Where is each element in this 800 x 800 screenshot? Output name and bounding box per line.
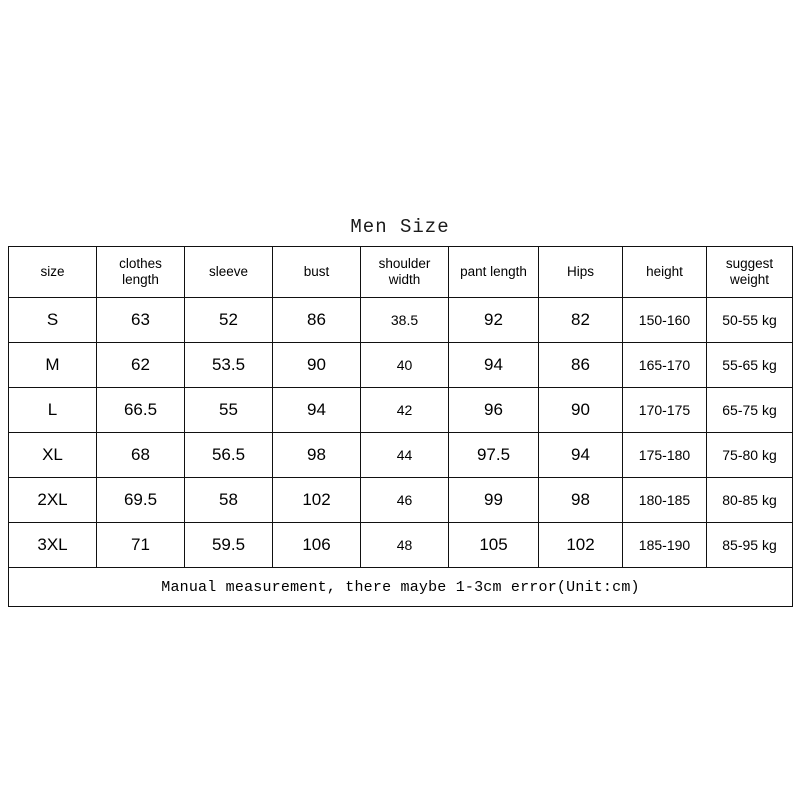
- table-row: [9, 343, 793, 388]
- cell-clothes-length: 68: [97, 433, 185, 478]
- cell-sleeve: 55: [185, 388, 273, 433]
- cell-clothes-length: 62: [97, 343, 185, 388]
- measurement-note: Manual measurement, there maybe 1-3cm error(Unit:cm): [9, 568, 793, 607]
- column-header-sleeve: sleeve: [185, 247, 273, 298]
- table-header-row: [9, 247, 793, 298]
- column-header-shoulder-width: [361, 247, 449, 298]
- cell-shoulder-width: 44: [361, 433, 449, 478]
- column-header-bust: bust: [273, 247, 361, 298]
- table-row: [9, 298, 793, 343]
- cell-sleeve: 52: [185, 298, 273, 343]
- table-note-row: [9, 568, 793, 607]
- cell-clothes-length: 63: [97, 298, 185, 343]
- cell-shoulder-width: 40: [361, 343, 449, 388]
- size-table: [8, 246, 793, 607]
- column-header-shoulder-width-line2: width: [388, 272, 421, 287]
- cell-bust: 102: [273, 478, 361, 523]
- table-row: [9, 433, 793, 478]
- column-header-clothes-length-line2: length: [122, 272, 159, 287]
- cell-suggest-weight: 55-65 kg: [707, 343, 793, 388]
- column-header-hips: Hips: [539, 247, 623, 298]
- cell-suggest-weight: 65-75 kg: [707, 388, 793, 433]
- cell-sleeve: 53.5: [185, 343, 273, 388]
- table-row: [9, 388, 793, 433]
- cell-size: L: [9, 388, 97, 433]
- cell-sleeve: 59.5: [185, 523, 273, 568]
- cell-height: 150-160: [623, 298, 707, 343]
- cell-hips: 90: [539, 388, 623, 433]
- cell-suggest-weight: 50-55 kg: [707, 298, 793, 343]
- cell-height: 180-185: [623, 478, 707, 523]
- cell-pant-length: 96: [449, 388, 539, 433]
- column-header-clothes-length: [97, 247, 185, 298]
- cell-bust: 94: [273, 388, 361, 433]
- column-header-size: size: [9, 247, 97, 298]
- cell-suggest-weight: 80-85 kg: [707, 478, 793, 523]
- cell-clothes-length: 71: [97, 523, 185, 568]
- column-header-clothes-length-line1: clothes: [119, 256, 162, 272]
- cell-bust: 106: [273, 523, 361, 568]
- cell-sleeve: 56.5: [185, 433, 273, 478]
- cell-size: S: [9, 298, 97, 343]
- cell-pant-length: 99: [449, 478, 539, 523]
- page-title: Men Size: [350, 216, 450, 238]
- cell-suggest-weight: 75-80 kg: [707, 433, 793, 478]
- cell-bust: 98: [273, 433, 361, 478]
- cell-height: 165-170: [623, 343, 707, 388]
- cell-hips: 102: [539, 523, 623, 568]
- column-header-height: height: [623, 247, 707, 298]
- cell-pant-length: 94: [449, 343, 539, 388]
- column-header-suggest-weight: [707, 247, 793, 298]
- cell-shoulder-width: 38.5: [361, 298, 449, 343]
- cell-size: M: [9, 343, 97, 388]
- cell-hips: 82: [539, 298, 623, 343]
- cell-size: 3XL: [9, 523, 97, 568]
- column-header-pant-length: pant length: [449, 247, 539, 298]
- cell-clothes-length: 66.5: [97, 388, 185, 433]
- cell-size: XL: [9, 433, 97, 478]
- cell-shoulder-width: 48: [361, 523, 449, 568]
- cell-pant-length: 105: [449, 523, 539, 568]
- column-header-shoulder-width-line1: shoulder: [378, 256, 431, 272]
- cell-hips: 98: [539, 478, 623, 523]
- cell-suggest-weight: 85-95 kg: [707, 523, 793, 568]
- cell-pant-length: 92: [449, 298, 539, 343]
- table-row: [9, 478, 793, 523]
- cell-shoulder-width: 46: [361, 478, 449, 523]
- cell-height: 170-175: [623, 388, 707, 433]
- column-header-suggest-weight-line2: weight: [729, 272, 770, 287]
- cell-hips: 94: [539, 433, 623, 478]
- cell-hips: 86: [539, 343, 623, 388]
- size-chart: [8, 210, 792, 607]
- cell-pant-length: 97.5: [449, 433, 539, 478]
- cell-size: 2XL: [9, 478, 97, 523]
- cell-bust: 86: [273, 298, 361, 343]
- cell-shoulder-width: 42: [361, 388, 449, 433]
- table-row: [9, 523, 793, 568]
- cell-height: 175-180: [623, 433, 707, 478]
- cell-height: 185-190: [623, 523, 707, 568]
- column-header-suggest-weight-line1: suggest: [725, 256, 774, 272]
- cell-bust: 90: [273, 343, 361, 388]
- cell-clothes-length: 69.5: [97, 478, 185, 523]
- cell-sleeve: 58: [185, 478, 273, 523]
